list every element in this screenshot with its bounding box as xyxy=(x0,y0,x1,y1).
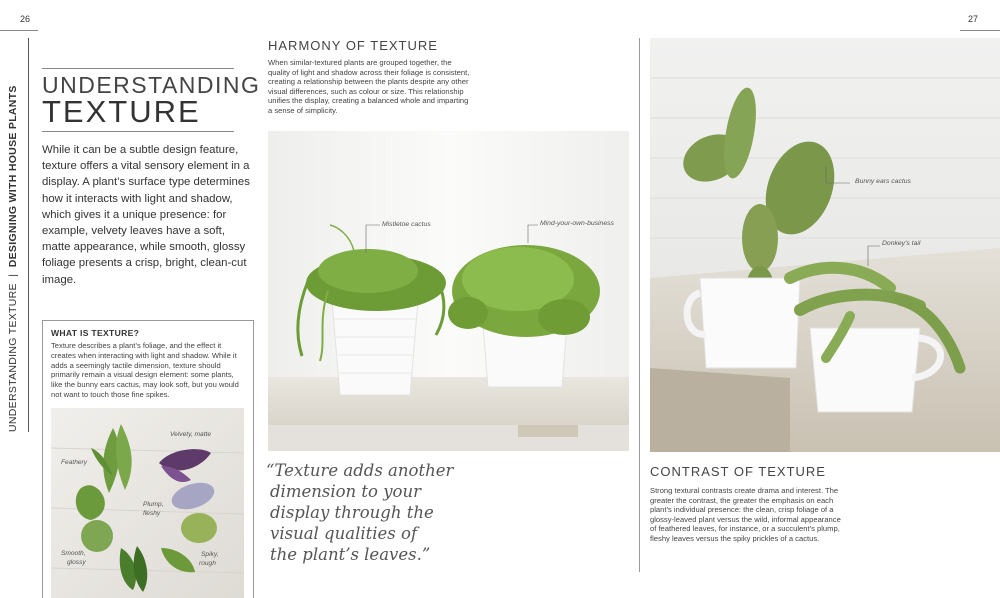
label-donkeys-tail: Donkey’s tail xyxy=(882,240,921,247)
contrast-heading: CONTRAST OF TEXTURE xyxy=(650,464,826,479)
harmony-heading: HARMONY OF TEXTURE xyxy=(268,38,438,53)
title-line-2: TEXTURE xyxy=(42,94,201,129)
what-is-texture-box xyxy=(42,320,254,598)
label-mistletoe-cactus: Mistletoe cactus xyxy=(382,221,431,228)
page-number-right: 27 xyxy=(968,14,979,24)
quote-line-5: the plant’s leaves.” xyxy=(270,545,431,564)
quote-line-1: “Texture adds another xyxy=(266,461,454,480)
label-plump-2: fleshy xyxy=(143,510,161,517)
side-tab-section: UNDERSTANDING TEXTURE xyxy=(7,283,19,432)
page-number-rule-right xyxy=(960,30,1000,31)
page-number-rule-left xyxy=(0,30,38,31)
harmony-body: When similar-textured plants are grouped together, the quality of light and shadow across their foliage is consistent, creating a relationship between the plants despite any other visual differences, such as colour or size. This relationship unifies the display, creating a balanced whole and imparting a sense of simplicity. xyxy=(268,58,470,115)
harmony-photo xyxy=(268,131,629,451)
intro-paragraph: While it can be a subtle design feature, texture offers a vital sensory element in a display. A plant’s surface type determines how it interacts with light and shadow, which gives it a unique presence: for example, velvety leaves have a soft, matte appearance, while smooth, glossy foliage presents a crisp, bright, clean-cut image. xyxy=(42,144,250,286)
pull-quote xyxy=(266,460,453,565)
quote-line-4: visual qualities of xyxy=(270,524,418,543)
box-body: Texture describes a plant’s foliage, and the effect it creates when interacting with light and shadow. While it adds a seemingly tactile dimension, texture should primarily remain a visual design element: some plants, like the bunny ears cactus, may look soft, but you would not want to touch those fine spikes. xyxy=(51,341,239,399)
label-bunny-ears-cactus: Bunny ears cactus xyxy=(855,178,911,185)
title-rule-bottom xyxy=(42,131,234,132)
label-plump-1: Plump, xyxy=(143,501,164,508)
side-tab-rule xyxy=(28,38,29,432)
title-line-1: UNDERSTANDING xyxy=(42,72,261,98)
side-tab xyxy=(4,85,22,432)
label-smooth-2: glossy xyxy=(67,559,86,566)
side-tab-text: UNDERSTANDING TEXTURE | DESIGNING WITH HOUSE PLANTS xyxy=(7,85,19,432)
contrast-plants-illustration xyxy=(650,38,1000,452)
label-smooth-1: Smooth, xyxy=(61,550,86,557)
quote-line-2: dimension to your xyxy=(270,482,422,501)
label-spiky-1: Spiky, xyxy=(201,551,219,558)
contrast-photo xyxy=(650,38,1000,452)
label-feathery: Feathery xyxy=(61,459,88,466)
label-velvety: Velvety, matte xyxy=(170,431,212,438)
harmony-plants-illustration xyxy=(268,131,629,451)
side-tab-chapter: DESIGNING WITH HOUSE PLANTS xyxy=(7,85,19,268)
column-divider xyxy=(639,38,640,572)
quote-line-3: display through the xyxy=(270,503,434,522)
title-rule-top xyxy=(42,68,234,69)
label-spiky-2: rough xyxy=(199,560,216,567)
label-mind-your-own-business: Mind-your-own-business xyxy=(540,220,614,227)
page-number-left: 26 xyxy=(20,14,31,24)
contrast-body: Strong textural contrasts create drama and interest. The greater the contrast, the greater the emphasis on each plant’s individual presence: the clean, crisp foliage of a glossy-leaved plant versus the wild, informal appearance of feathered leaves, for instance, or a succulent’s plump, fleshy leaves versus the spiky prickles of a cactus. xyxy=(650,486,841,543)
box-title: WHAT IS TEXTURE? xyxy=(51,328,140,338)
